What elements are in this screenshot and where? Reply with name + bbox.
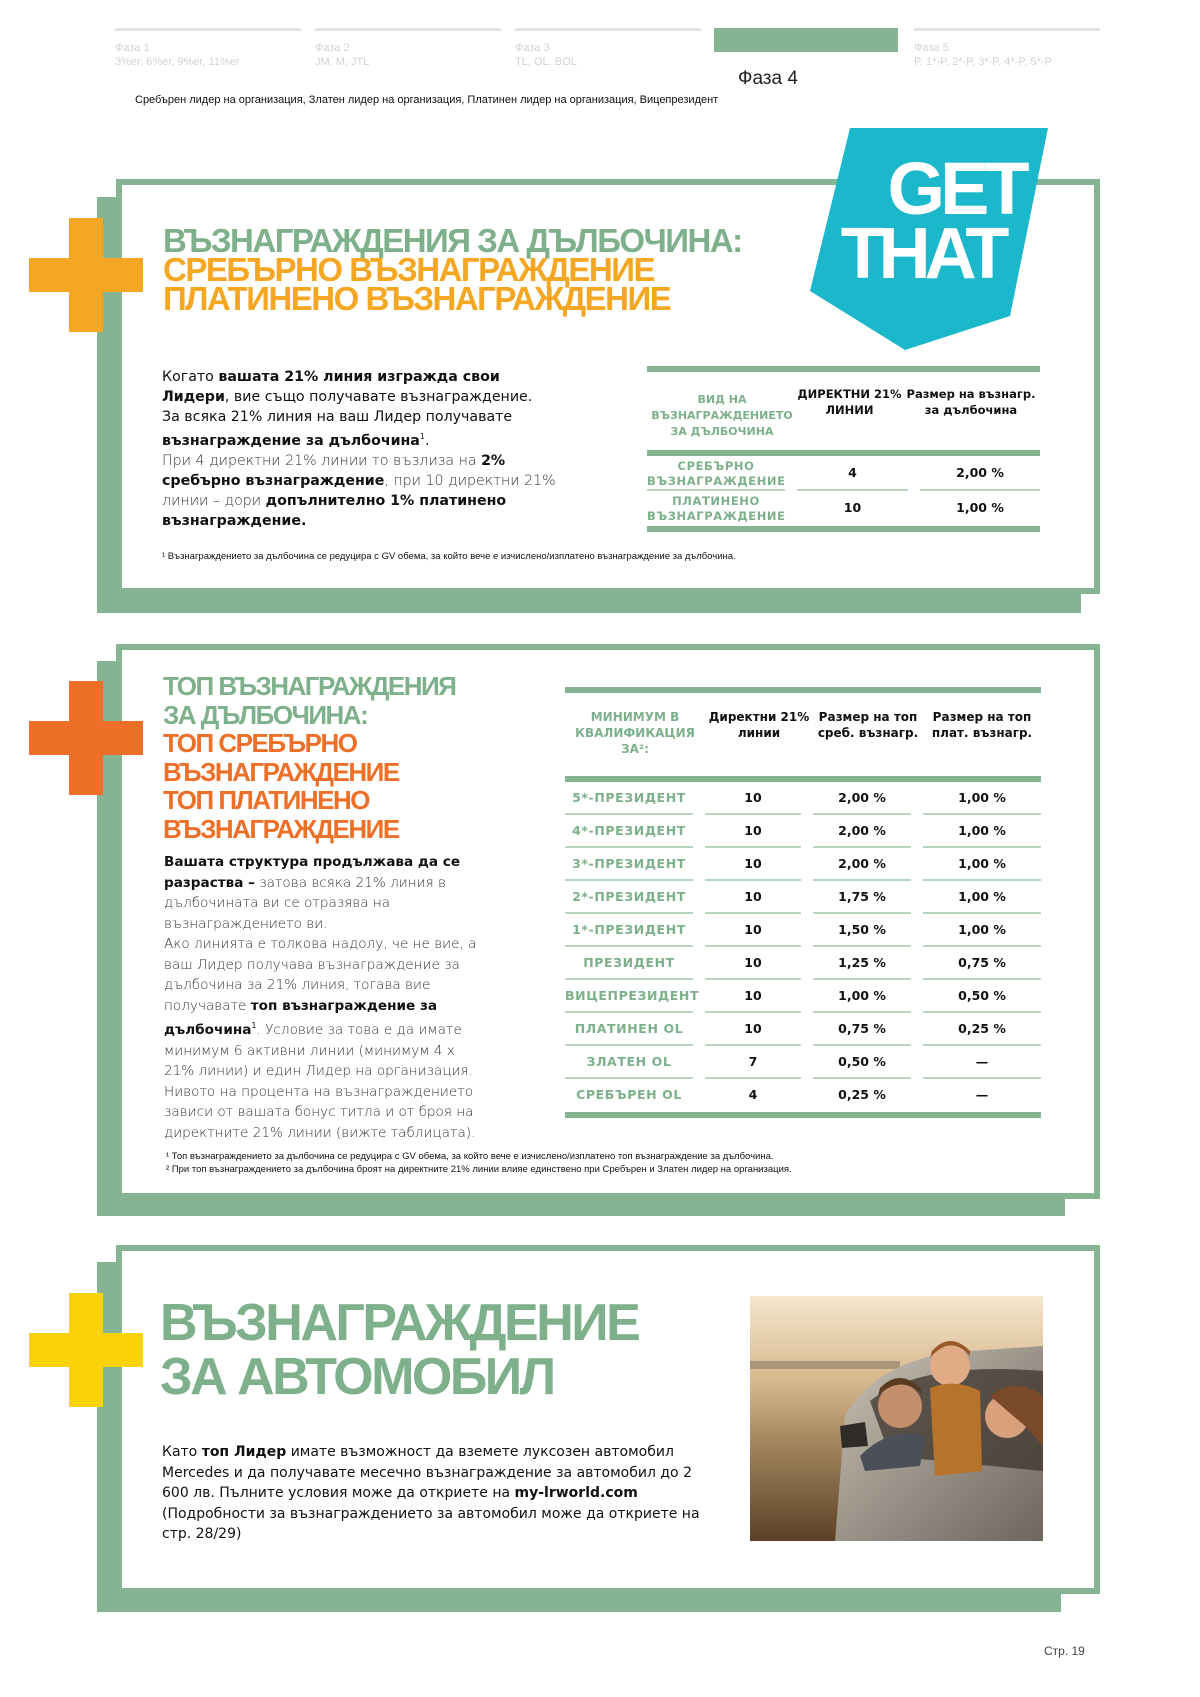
cell-direct-lines: 10 — [705, 1013, 801, 1046]
text: Като — [162, 1444, 202, 1460]
plus-icon — [29, 218, 143, 332]
cell-top-platinum: 0,25 % — [923, 1013, 1041, 1046]
cell-top-silver: 1,00 % — [813, 980, 911, 1013]
header-top-silver: Размер на топ среб. възнагр. — [817, 710, 919, 740]
table-row — [565, 848, 1041, 881]
text-bold: топ Лидер — [201, 1444, 287, 1460]
phase-5-levels: P, 1*-P, 2*-P, 3*-P, 4*-P, 5*-P — [914, 56, 1052, 68]
phase-2-name: Фаза 2 — [315, 42, 350, 54]
top-depth-bonus-table — [565, 687, 1041, 1118]
plus-icon — [29, 1293, 143, 1407]
phase-4 — [714, 28, 898, 52]
section-1-footnote: ¹ Възнаграждението за дълбочина се редуцира с GV обема, за който вече е изчислено/изплатено възнаграждение за дълбочина. — [162, 551, 736, 562]
badge-text-that: THAT — [840, 214, 1004, 294]
cell-direct-lines: 10 — [705, 848, 801, 881]
phase-1 — [115, 28, 301, 69]
text-bold: 2% сребърно възнаграждение — [162, 453, 506, 489]
phase-4-bar-active — [714, 28, 898, 52]
header-qualification: МИНИМУМ В КВАЛИФИКАЦИЯ ЗА²: — [575, 710, 695, 756]
text-bold: вашата 21% линия изгражда свои Лидери — [162, 369, 500, 405]
phase-3-bar — [515, 28, 701, 31]
section-3-body — [162, 1442, 722, 1545]
table-row — [565, 1013, 1041, 1046]
cell-top-silver: 1,50 % — [813, 914, 911, 947]
cell-qualification: ПРЕЗИДЕНТ — [565, 947, 693, 980]
cell-top-silver: 0,50 % — [813, 1046, 911, 1079]
table-row — [647, 491, 1040, 526]
page-number: Стр. 19 — [1044, 1644, 1085, 1658]
table-row — [565, 947, 1041, 980]
cell-reward-type: ПЛАТИНЕНО ВЪЗНАГРАЖДЕНИЕ — [647, 494, 786, 523]
text: . Условие за това е да имате минимум 6 активни линии (минимум 4 x 21% линии) и един Лидер на организация. Нивото на процента на възнаграждението зависи от вашата бонус титла и от броя на директните 21% линии (вижте таблицата). — [164, 1022, 476, 1141]
section-2-footnote-1: ¹ Топ възнаграждението за дълбочина се редуцира с GV обема, за който вече е изчислено/изплатено топ възнаграждение за дълбочина. — [166, 1151, 774, 1162]
photo-child-sweater — [930, 1384, 982, 1476]
badge-text-get: GET — [887, 147, 1025, 230]
cell-direct-lines: 10 — [843, 500, 862, 515]
phase-1-bar — [115, 28, 301, 31]
photo-man-face — [878, 1384, 922, 1428]
cell-top-silver: 2,00 % — [813, 815, 911, 848]
get-that-badge — [810, 126, 1050, 350]
cell-top-silver: 1,25 % — [813, 947, 911, 980]
text: , при 10 директни 21% линии – дори — [162, 473, 556, 509]
footnote-ref: 1 — [251, 1021, 257, 1030]
cell-qualification: 5*-ПРЕЗИДЕНТ — [565, 782, 693, 815]
cell-top-platinum: 1,00 % — [923, 782, 1041, 815]
cell-top-silver: 2,00 % — [813, 782, 911, 815]
cell-direct-lines: 10 — [705, 815, 801, 848]
header-direct-lines: ДИРЕКТНИ 21% ЛИНИИ — [797, 387, 902, 417]
cell-top-platinum: — — [923, 1046, 1041, 1079]
section-1-title-line-2: СРЕБЪРНО ВЪЗНАГРАЖДЕНИЕ — [163, 251, 654, 288]
section-3-title — [160, 1296, 638, 1404]
phase-2-bar — [315, 28, 501, 31]
table-row — [565, 881, 1041, 914]
section-2-title-line-6: ВЪЗНАГРАЖДЕНИЕ — [163, 813, 399, 844]
text-bold: допълнително 1% платинено възнаграждение. — [162, 493, 507, 529]
table-row — [565, 1079, 1041, 1112]
cell-direct-lines: 10 — [705, 881, 801, 914]
phase-4-name: Фаза 4 — [738, 68, 798, 89]
cell-qualification: ВИЦЕПРЕЗИДЕНТ — [565, 980, 693, 1013]
text-bold: възнаграждение за дълбочина — [162, 433, 420, 449]
footnote-ref: 1 — [419, 432, 425, 441]
header-top-platinum: Размер на топ плат. възнагр. — [931, 710, 1033, 740]
cell-direct-lines: 10 — [705, 782, 801, 815]
cell-qualification: 4*-ПРЕЗИДЕНТ — [565, 815, 693, 848]
text: Когато — [162, 369, 219, 385]
cell-top-platinum: 1,00 % — [923, 881, 1041, 914]
header-direct-lines: Директни 21% линии — [708, 710, 810, 740]
cell-top-platinum: 0,75 % — [923, 947, 1041, 980]
text: имате възможност да вземете луксозен автомобил Mercedes и да получавате месечно възнаграждение за автомобил до 2 600 лв. Пълните условия може да откриете на — [162, 1444, 692, 1501]
table-header — [647, 372, 1040, 450]
phase-1-levels: 3%er, 6%er, 9%er, 11%er — [115, 56, 240, 68]
cell-rate: 1,00 % — [956, 500, 1004, 515]
phase-4-levels: Сребърен лидер на организация, Златен лидер на организация, Платинен лидер на организация, Вицепрезидент — [135, 94, 719, 106]
table-row — [565, 782, 1041, 815]
header-reward-type: ВИД НА ВЪЗНАГРАЖДЕНИЕТО ЗА ДЪЛБОЧИНА — [651, 393, 793, 438]
table-row — [565, 1046, 1041, 1079]
table-rule — [647, 526, 1040, 532]
cell-top-silver: 0,75 % — [813, 1013, 911, 1046]
section-1-title-line-1: ВЪЗНАГРАЖДЕНИЯ ЗА ДЪЛБОЧИНА: — [163, 222, 742, 259]
phase-3-levels: TL, OL, BOL — [515, 56, 577, 68]
text: . — [424, 433, 430, 449]
cell-rate: 2,00 % — [920, 456, 1040, 491]
cell-qualification: ПЛАТИНЕН OL — [565, 1013, 693, 1046]
cell-direct-lines: 10 — [705, 980, 801, 1013]
photo-guardrail — [750, 1361, 900, 1369]
table-rule — [565, 1112, 1041, 1118]
cell-qualification: ЗЛАТЕН OL — [565, 1046, 693, 1079]
cell-top-platinum: 1,00 % — [923, 815, 1041, 848]
phase-3-name: Фаза 3 — [515, 42, 550, 54]
text-bold: Вашата структура продължава да се разраства – — [164, 854, 461, 891]
cell-direct-lines: 4 — [797, 456, 908, 491]
photo-side-mirror — [840, 1422, 868, 1448]
cell-top-platinum: 0,50 % — [923, 980, 1041, 1013]
section-3-title-line-1: ВЪЗНАГРАЖДЕНИЕ — [160, 1294, 639, 1352]
table-header — [565, 693, 1041, 776]
cell-top-platinum: — — [975, 1087, 989, 1102]
section-1-title — [163, 222, 742, 317]
text: За всяка 21% линия на ваш Лидер получавате — [162, 409, 513, 425]
section-2-title — [163, 672, 455, 843]
phase-5-bar — [914, 28, 1100, 31]
text: Ако линията е толкова надолу, че не вие, а ваш Лидер получава възнаграждение за дълбочина за 21% линия, тогава вие получавате — [164, 936, 477, 1014]
section-1-body — [162, 367, 572, 531]
cell-qualification: 3*-ПРЕЗИДЕНТ — [565, 848, 693, 881]
section-2-footnotes — [166, 1150, 792, 1176]
photo-child-face — [930, 1346, 970, 1386]
phase-5 — [914, 28, 1100, 69]
cell-top-silver: 2,00 % — [813, 848, 911, 881]
phase-5-name: Фаза 5 — [914, 42, 949, 54]
cell-direct-lines: 10 — [705, 947, 801, 980]
section-2-body — [164, 852, 489, 1143]
table-row — [565, 914, 1041, 947]
table-body — [565, 782, 1041, 1112]
cell-top-silver: 1,75 % — [813, 881, 911, 914]
cell-top-silver: 0,25 % — [838, 1087, 886, 1102]
section-1-title-line-3: ПЛАТИНЕНО ВЪЗНАГРАЖДЕНИЕ — [163, 280, 671, 317]
section-2-title-line-1: ТОП ВЪЗНАГРАЖДЕНИЯ — [163, 671, 456, 701]
text: (Подробности за възнаграждението за автомобил може да откриете на стр. 28/29) — [162, 1505, 700, 1542]
table-row — [565, 980, 1041, 1013]
section-2-title-line-2: ЗА ДЪЛБОЧИНА: — [163, 699, 368, 730]
section-3-title-line-2: ЗА АВТОМОБИЛ — [160, 1348, 554, 1406]
cell-qualification: СРЕБЪРЕН OL — [576, 1087, 682, 1102]
cell-direct-lines: 7 — [705, 1046, 801, 1079]
section-2-title-line-5: ТОП ПЛАТИНЕНО — [163, 785, 369, 815]
section-2-title-line-4: ВЪЗНАГРАЖДЕНИЕ — [163, 756, 399, 787]
depth-bonus-table — [647, 366, 1040, 532]
cell-direct-lines: 4 — [748, 1087, 758, 1102]
phase-1-name: Фаза 1 — [115, 42, 150, 54]
family-car-photo — [750, 1296, 1043, 1541]
website-link[interactable]: my-lrworld.com — [514, 1485, 638, 1501]
cell-direct-lines: 10 — [705, 914, 801, 947]
table-row — [647, 456, 1040, 491]
text: , вие също получавате възнаграждение. — [224, 389, 533, 405]
text: затова всяка 21% линия в дълбочината ви се отразява на възнаграждението ви. — [164, 874, 446, 932]
table-row — [565, 815, 1041, 848]
text: При 4 директни 21% линии то възлиза на — [162, 453, 482, 469]
section-2-title-line-3: ТОП СРЕБЪРНО — [163, 728, 357, 758]
header-depth-rate: Размер на възнагр. за дълбочина — [906, 387, 1036, 417]
phase-3 — [515, 28, 701, 69]
cell-reward-type: СРЕБЪРНО ВЪЗНАГРАЖДЕНИЕ — [647, 456, 785, 491]
section-2-footnote-2: ² При топ възнаграждението за дълбочина броят на директните 21% линии влияе единствено при Сребърен и Златен лидер на организация. — [166, 1164, 792, 1175]
phase-2-levels: JM, M, JTL — [315, 56, 370, 68]
cell-top-platinum: 1,00 % — [923, 914, 1041, 947]
plus-icon — [29, 681, 143, 795]
cell-top-platinum: 1,00 % — [923, 848, 1041, 881]
phase-2 — [315, 28, 501, 69]
cell-qualification: 1*-ПРЕЗИДЕНТ — [565, 914, 693, 947]
cell-qualification: 2*-ПРЕЗИДЕНТ — [565, 881, 693, 914]
text-bold: топ възнаграждение за дълбочина — [164, 997, 438, 1038]
